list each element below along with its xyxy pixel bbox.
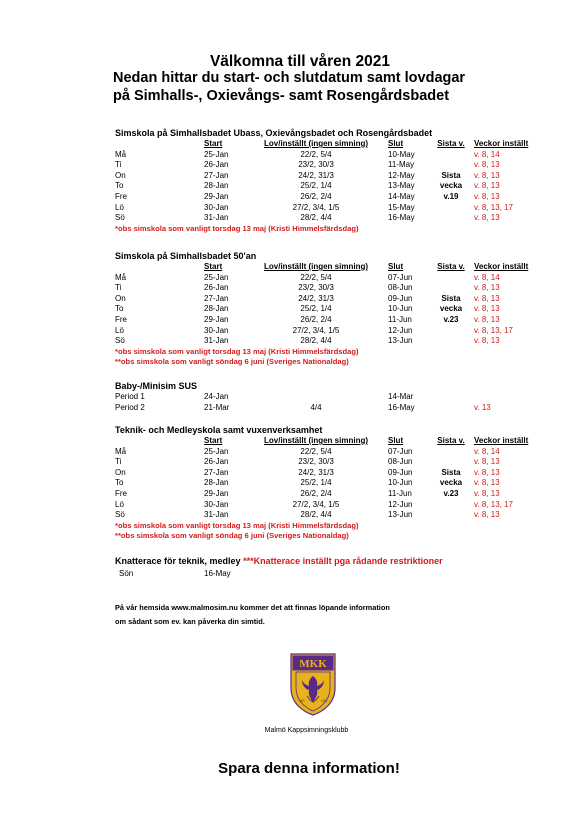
cell-day: Fre [115,314,127,324]
section-teknik-medley [115,424,555,542]
cell-lov: 26/2, 2/4 [300,488,332,498]
table-row [115,336,555,347]
cell-start: 27-Jan [204,293,229,303]
cell-day: Ti [115,283,122,293]
cell-veckor: v. 8, 13 [474,191,500,201]
cell-slut: 12-Jun [388,499,413,509]
column-header-veckor: Veckor inställt [474,436,529,445]
cell-slut: 08-Jun [388,457,413,467]
info-line-2: om sådant som ev. kan påverka din simtid. [115,617,265,626]
cell-start: 27-Jan [204,170,229,180]
cell-sista: vecka [439,181,463,191]
cell-veckor: v. 8, 13 [474,467,500,477]
cell-start: 29-Jan [204,191,229,201]
cell-slut: 12-Jun [388,325,413,335]
table-row [115,510,555,521]
knatterace-heading: Knatterace för teknik, medley [115,556,241,566]
cell-day: Fre [115,191,127,201]
table-row [115,294,555,305]
cell-slut: 10-Jun [388,478,413,488]
logo-left-text: MS [299,699,305,703]
cell-lov: 22/2, 5/4 [300,272,332,282]
section-babysim [115,380,555,413]
table-row [115,304,555,315]
cell-start: 26-Jan [204,283,229,293]
cell-start: 28-Jan [204,304,229,314]
cell-lov: 23/2, 30/3 [298,283,334,293]
cell-day: Må [115,446,127,456]
logo-right-text: LSS [320,699,328,703]
cell-slut: 11-Jun [388,314,412,324]
cell-slut: 09-Jun [388,467,413,477]
cell-start: 28-Jan [204,181,229,191]
cell-slut: 11-May [388,160,415,170]
table-row [115,160,555,171]
section-title: Simskola på Simhallsbadet 50'an [115,251,257,261]
cell-slut: 13-Jun [388,336,413,346]
cell-slut: 14-May [388,191,415,201]
cell-sista: vecka [439,478,463,488]
info-text [115,601,535,629]
cell-veckor: v. 8, 13 [474,510,500,520]
cell-sista: v.23 [443,314,459,324]
cell-lov: 23/2, 30/3 [298,457,334,467]
cell-sista: vecka [439,304,463,314]
column-header-start: Start [204,262,223,271]
cell-day: On [115,293,126,303]
section-note: **obs simskola som vanligt söndag 6 juni (Sveriges Nationaldag) [115,531,349,541]
cell-slut: 08-Jun [388,283,413,293]
cell-lov: 27/2, 3/4, 1/5 [292,202,340,212]
cell-day: Lö [115,202,124,212]
table-row [115,171,555,182]
table-row [115,203,555,214]
cell-veckor: v. 8, 13 [474,293,500,303]
table-row [115,489,555,500]
cell-veckor: v. 8, 13 [474,314,500,324]
cell-start: 31-Jan [204,213,229,223]
cell-day: On [115,170,126,180]
cell-slut: 13-May [388,181,415,191]
cell-day: Sö [115,510,125,520]
section-title: Teknik- och Medleyskola samt vuxenverksamhet [115,425,323,435]
cell-slut: 07-Jun [388,446,413,456]
cell-day: Sö [115,213,125,223]
cell-veckor: v. 8, 13 [474,283,500,293]
cell-lov: 24/2, 31/3 [298,170,334,180]
club-name: Malmö Kappsimningsklubb [264,727,349,734]
table-row [115,326,555,337]
table-row [115,315,555,326]
cell-lov: 22/2, 5/4 [300,446,332,456]
knatterace-day: Sön [119,569,134,578]
section-note: *obs simskola som vanligt torsdag 13 maj (Kristi Himmelsfärdsdag) [115,346,359,356]
cell-slut: 12-May [388,170,415,180]
cell-start: 27-Jan [204,467,229,477]
cell-slut: 15-May [388,202,415,212]
section-note: *obs simskola som vanligt torsdag 13 maj (Kristi Himmelsfärdsdag) [115,520,359,530]
column-header-slut: Slut [388,262,404,271]
cell-lov: 25/2, 1/4 [300,304,332,314]
cell-lov: 28/2, 4/4 [300,336,332,346]
cell-day: Sö [115,336,125,346]
column-header-lov: Lov/inställt (ingen simning) [264,436,368,445]
cell-veckor: v. 8, 13 [474,488,500,498]
column-header-start: Start [204,436,223,445]
cell-start: 25-Jan [204,149,229,159]
cell-veckor: v. 8, 14 [474,149,500,159]
section-note: **obs simskola som vanligt söndag 6 juni (Sveriges Nationaldag) [115,357,349,367]
knatterace-warning: ***Knatterace inställt pga rådande restriktioner [243,556,443,566]
cell-veckor: v. 8, 13 [474,160,500,170]
table-row [115,273,555,284]
cell-day: Fre [115,488,127,498]
cell-veckor: v. 8, 13 [474,304,500,314]
cell-day: Må [115,149,127,159]
table-row [115,181,555,192]
cell-day: Ti [115,160,122,170]
cell-start: 21-Mar [204,402,230,412]
cell-sista: Sista [441,170,461,180]
column-header-lov: Lov/inställt (ingen simning) [264,262,368,271]
cell-day: Period 2 [115,402,145,412]
cell-slut: 16-May [388,402,415,412]
section-simskola-ubass [115,127,555,234]
cell-start: 28-Jan [204,478,229,488]
section-title: Simskola på Simhallsbadet Ubass, Oxievångsbadet och Rosengårdsbadet [115,128,433,138]
table-header-row [115,139,555,150]
table-row [115,283,555,294]
cell-veckor: v. 8, 13 [474,181,500,191]
section-note: *obs simskola som vanligt torsdag 13 maj (Kristi Himmelsfärdsdag) [115,223,359,233]
cell-start: 25-Jan [204,272,229,282]
cell-day: Må [115,272,127,282]
cell-lov: 25/2, 1/4 [300,478,332,488]
cell-sista: Sista [441,293,461,303]
cell-slut: 09-Jun [388,293,413,303]
cell-veckor: v. 8, 13, 17 [474,202,513,212]
cell-start: 31-Jan [204,510,229,520]
cell-veckor: v. 8, 13 [474,336,500,346]
section-simskola-50an [115,250,555,368]
table-header-row [115,436,555,447]
subtitle-line-1: Nedan hittar du start- och slutdatum samt lovdagar [113,70,466,86]
cell-start: 26-Jan [204,160,229,170]
cell-veckor: v. 8, 13 [474,457,500,467]
cell-veckor: v. 8, 13 [474,478,500,488]
cell-veckor: v. 8, 13, 17 [474,325,513,335]
table-row [115,150,555,161]
mkk-logo [288,652,338,716]
info-line-1: På vår hemsida www.malmosim.nu kommer det att finnas löpande information [115,603,390,612]
cell-day: To [115,304,124,314]
column-header-start: Start [204,139,223,148]
cell-sista: Sista [441,467,461,477]
table-row [115,500,555,511]
cell-sista: v.19 [443,191,459,201]
cell-lov: 26/2, 2/4 [300,191,332,201]
cell-sista: v.23 [443,488,459,498]
knatterace-title [115,556,443,566]
cell-veckor: v. 8, 13 [474,170,500,180]
cell-day: On [115,467,126,477]
cell-veckor: v. 13 [474,402,491,412]
cell-slut: 13-Jun [388,510,413,520]
cell-veckor: v. 8, 14 [474,272,500,282]
column-header-sista: Sista v. [437,139,465,148]
table-row [115,457,555,468]
cell-start: 26-Jan [204,457,229,467]
cell-lov: 25/2, 1/4 [300,181,332,191]
column-header-veckor: Veckor inställt [474,139,529,148]
cell-slut: 14-Mar [388,392,414,401]
cell-lov: 28/2, 4/4 [300,510,332,520]
cell-day: Ti [115,457,122,467]
knatterace-row [115,569,315,580]
cell-slut: 16-May [388,213,415,223]
cell-start: 30-Jan [204,499,229,509]
cell-lov: 26/2, 2/4 [300,314,332,324]
cell-day: Period 1 [115,392,145,401]
cell-start: 31-Jan [204,336,229,346]
table-row [115,192,555,203]
cell-start: 29-Jan [204,314,229,324]
table-header-row [115,262,555,273]
cell-lov: 23/2, 30/3 [298,160,334,170]
column-header-veckor: Veckor inställt [474,262,529,271]
knatterace-date: 16-May [204,569,231,578]
cell-lov: 24/2, 31/3 [298,293,334,303]
cell-lov: 27/2, 3/4, 1/5 [292,499,340,509]
table-row [115,468,555,479]
footer-message: Spara denna information! [218,760,400,777]
cell-slut: 07-Jun [388,272,413,282]
table-row [115,392,555,403]
cell-lov: 28/2, 4/4 [300,213,332,223]
cell-day: Lö [115,325,124,335]
table-row [115,403,555,414]
column-header-sista: Sista v. [437,436,465,445]
table-row [115,447,555,458]
cell-start: 30-Jan [204,325,229,335]
cell-slut: 11-Jun [388,488,412,498]
cell-start: 30-Jan [204,202,229,212]
cell-lov: 24/2, 31/3 [298,467,334,477]
subtitle-line-2: på Simhalls-, Oxievångs- samt Rosengårdsbadet [113,88,450,104]
section-title: Baby-/Minisim SUS [115,381,198,391]
cell-start: 29-Jan [204,488,229,498]
cell-start: 24-Jan [204,392,229,401]
logo-text: MKK [299,658,327,670]
column-header-slut: Slut [388,139,404,148]
page-title: Välkomna till våren 2021 [209,53,391,70]
cell-day: To [115,181,124,191]
cell-lov: 22/2, 5/4 [300,149,332,159]
cell-veckor: v. 8, 13, 17 [474,499,513,509]
cell-lov: 27/2, 3/4, 1/5 [292,325,340,335]
column-header-sista: Sista v. [437,262,465,271]
column-header-slut: Slut [388,436,404,445]
cell-day: Lö [115,499,124,509]
table-row [115,478,555,489]
column-header-lov: Lov/inställt (ingen simning) [264,139,368,148]
table-row [115,213,555,224]
cell-slut: 10-May [388,149,415,159]
cell-veckor: v. 8, 13 [474,213,500,223]
cell-slut: 10-Jun [388,304,413,314]
cell-lov: 4/4 [310,402,322,412]
cell-day: To [115,478,124,488]
cell-start: 25-Jan [204,446,229,456]
cell-veckor: v. 8, 14 [474,446,500,456]
